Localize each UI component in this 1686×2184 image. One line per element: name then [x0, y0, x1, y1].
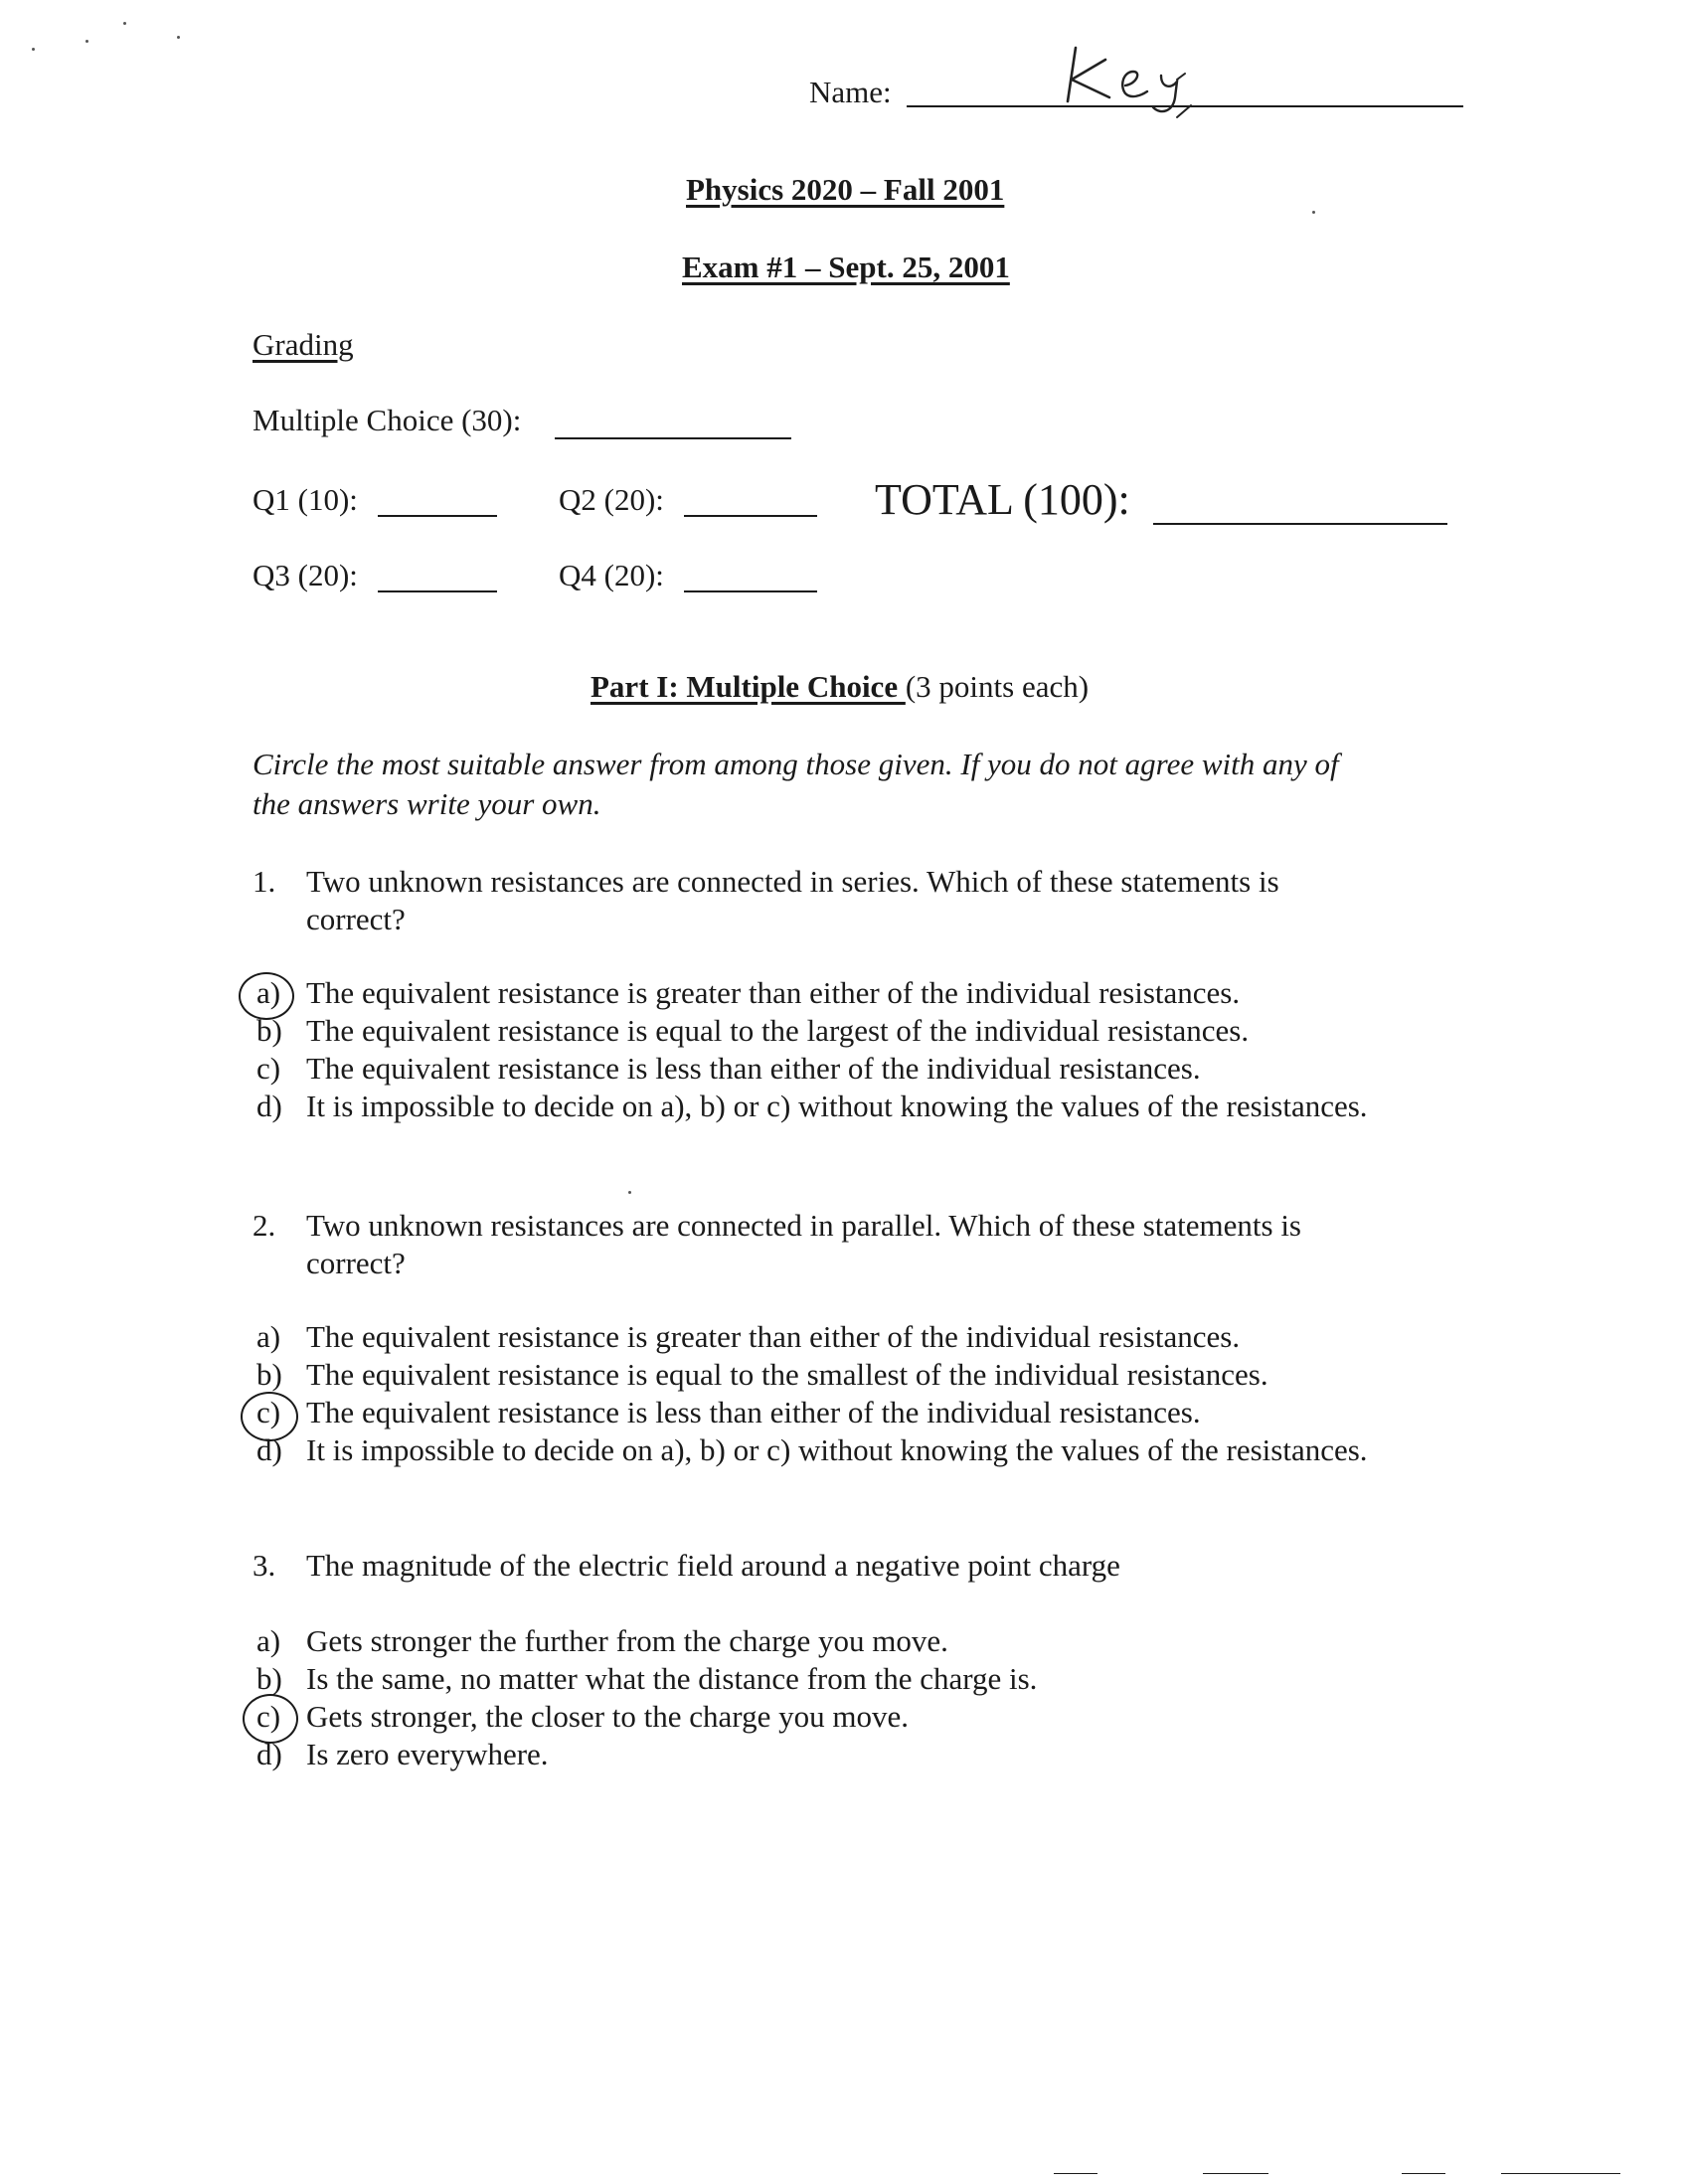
q4-score-label: Q4 (20):	[559, 558, 664, 592]
question-3-number: 3.	[253, 1548, 276, 1583]
q3-score-blank	[378, 590, 497, 592]
question-1-text-line1: Two unknown resistances are connected in series. Which of these statements is	[306, 864, 1279, 899]
question-1-option-b-text: The equivalent resistance is equal to the largest of the individual resistances.	[306, 1013, 1250, 1048]
question-3-option-b-letter: b)	[256, 1661, 282, 1696]
question-2-option-d-text: It is impossible to decide on a), b) or c) without knowing the values of the resistances.	[306, 1432, 1368, 1467]
question-2-option-c-text: The equivalent resistance is less than either of the individual resistances.	[306, 1395, 1201, 1429]
handwritten-key-signature	[1054, 40, 1243, 129]
question-2-text-line2: correct?	[306, 1246, 406, 1280]
scan-speck	[123, 22, 126, 25]
total-score-blank	[1153, 523, 1447, 525]
scan-speck	[32, 48, 35, 51]
question-1-option-c-letter: c)	[256, 1051, 281, 1086]
part1-title: Part I: Multiple Choice	[590, 669, 906, 704]
question-2-option-c-letter: c)	[256, 1395, 281, 1429]
scan-artifact-line	[1402, 2173, 1445, 2174]
course-title: Physics 2020 – Fall 2001	[686, 172, 1005, 207]
question-3-option-a-letter: a)	[256, 1623, 281, 1658]
question-3-option-a-text: Gets stronger the further from the charge you move.	[306, 1623, 948, 1658]
total-score-label: TOTAL (100):	[875, 475, 1130, 524]
question-2-option-b-letter: b)	[256, 1357, 282, 1392]
question-1-option-d-text: It is impossible to decide on a), b) or c) without knowing the values of the resistances.	[306, 1089, 1368, 1123]
question-3-option-c-text: Gets stronger, the closer to the charge you move.	[306, 1699, 909, 1734]
question-3-option-c-letter: c)	[256, 1699, 281, 1734]
question-1-option-d-letter: d)	[256, 1089, 282, 1123]
q4-score-blank	[684, 590, 817, 592]
part1-heading	[590, 668, 1089, 706]
part1-points: (3 points each)	[905, 669, 1090, 704]
scan-artifact-line	[1203, 2173, 1268, 2174]
scan-speck	[1312, 211, 1315, 214]
scan-speck	[628, 1191, 631, 1194]
question-2-option-a-text: The equivalent resistance is greater than either of the individual resistances.	[306, 1319, 1241, 1354]
q1-score-blank	[378, 515, 497, 517]
q2-score-label: Q2 (20):	[559, 482, 664, 517]
question-2-option-b-text: The equivalent resistance is equal to the smallest of the individual resistances.	[306, 1357, 1268, 1392]
question-3-text-line1: The magnitude of the electric field around a negative point charge	[306, 1548, 1120, 1583]
question-2-option-d-letter: d)	[256, 1432, 282, 1467]
question-1-number: 1.	[253, 864, 276, 899]
question-1-option-a-text: The equivalent resistance is greater than either of the individual resistances.	[306, 975, 1241, 1010]
part1-instructions-line2: the answers write your own.	[253, 786, 601, 821]
exam-title: Exam #1 – Sept. 25, 2001	[682, 250, 1010, 284]
name-label: Name:	[809, 75, 892, 109]
question-1-text-line2: correct?	[306, 902, 406, 936]
q1-score-label: Q1 (10):	[253, 482, 358, 517]
grading-heading: Grading	[253, 327, 354, 362]
scan-speck	[85, 40, 88, 43]
question-3-option-b-text: Is the same, no matter what the distance from the charge is.	[306, 1661, 1038, 1696]
part1-instructions-line1: Circle the most suitable answer from among those given. If you do not agree with any of	[253, 747, 1339, 781]
q3-score-label: Q3 (20):	[253, 558, 358, 592]
question-1-option-b-letter: b)	[256, 1013, 282, 1048]
question-1-option-a-letter: a)	[256, 975, 281, 1010]
question-2-text-line1: Two unknown resistances are connected in parallel. Which of these statements is	[306, 1208, 1301, 1243]
question-3-option-d-letter: d)	[256, 1737, 282, 1771]
multiple-choice-score-blank	[555, 437, 791, 439]
q2-score-blank	[684, 515, 817, 517]
scan-artifact-line	[1501, 2173, 1620, 2174]
question-1-option-c-text: The equivalent resistance is less than either of the individual resistances.	[306, 1051, 1201, 1086]
multiple-choice-score-label: Multiple Choice (30):	[253, 403, 522, 437]
question-3-option-d-text: Is zero everywhere.	[306, 1737, 549, 1771]
scan-artifact-line	[1054, 2173, 1097, 2174]
question-2-number: 2.	[253, 1208, 276, 1243]
question-2-option-a-letter: a)	[256, 1319, 281, 1354]
scan-speck	[177, 36, 180, 39]
